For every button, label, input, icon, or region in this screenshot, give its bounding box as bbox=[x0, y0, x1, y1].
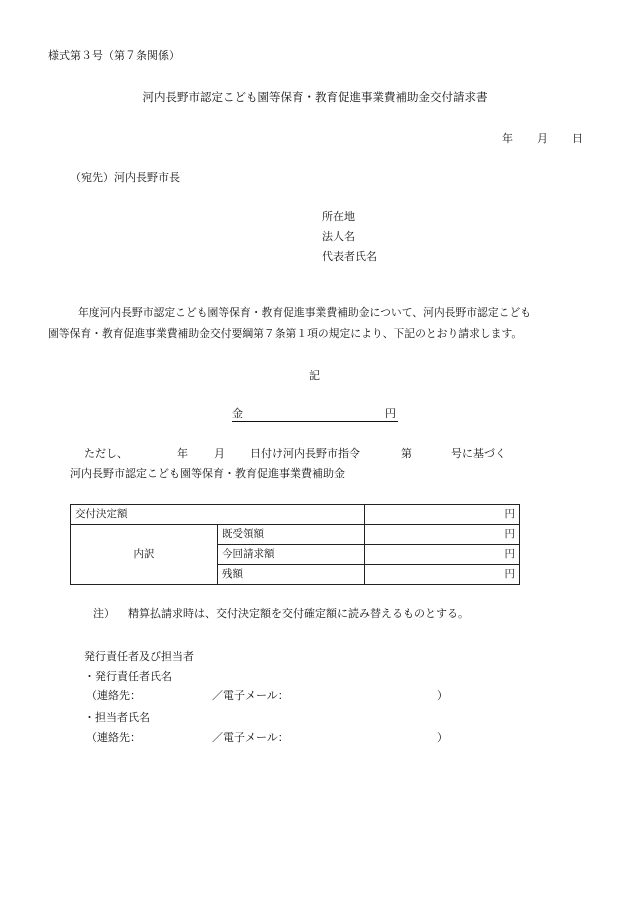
tadashi-month: 月 bbox=[214, 447, 225, 460]
breakdown-table bbox=[70, 504, 520, 585]
issuer-name-label: ・発行責任者氏名 bbox=[84, 670, 172, 683]
person-name-label: ・担当者氏名 bbox=[84, 711, 150, 724]
issuer-contact-close: ） bbox=[437, 689, 448, 702]
form-number: 様式第３号（第７条関係） bbox=[48, 49, 180, 62]
person-email-label: ／電子メール： bbox=[212, 731, 289, 744]
tadashi-year: 年 bbox=[177, 447, 188, 460]
addressee: （宛先）河内長野市長 bbox=[70, 171, 180, 184]
current-request-value: 円 bbox=[365, 545, 520, 565]
ki-heading: 記 bbox=[309, 369, 320, 382]
tadashi-line-2: 河内長野市認定こども園等保育・教育促進事業費補助金 bbox=[70, 467, 345, 480]
document-title: 河内長野市認定こども園等保育・教育促進事業費補助金交付請求書 bbox=[142, 90, 488, 104]
body-line-1: 年度河内長野市認定こども園等保育・教育促進事業費補助金について、河内長野市認定こども bbox=[78, 306, 532, 319]
decision-amount-label: 交付決定額 bbox=[71, 505, 365, 525]
received-amount-value: 円 bbox=[365, 525, 520, 545]
table-row bbox=[71, 505, 520, 525]
table-row bbox=[71, 525, 520, 545]
tadashi-dai: 第 bbox=[401, 447, 412, 460]
applicant-representative-label: 代表者氏名 bbox=[322, 250, 377, 263]
breakdown-label: 内訳 bbox=[71, 525, 218, 585]
body-line-2: 園等保育・教育促進事業費補助金交付要綱第７条第１項の規定により、下記のとおり請求します。 bbox=[48, 327, 523, 340]
remaining-amount-label: 残額 bbox=[218, 565, 365, 585]
person-contact-open: （連絡先： bbox=[86, 731, 141, 744]
applicant-corporation-label: 法人名 bbox=[322, 230, 355, 243]
issuer-email-label: ／電子メール： bbox=[212, 689, 289, 702]
tadashi-date-directive: 日付け河内長野市指令 bbox=[250, 447, 360, 460]
note-label: 注） bbox=[93, 607, 115, 620]
applicant-address-label: 所在地 bbox=[322, 210, 355, 223]
amount-yen: 円 bbox=[385, 407, 396, 420]
received-amount-label: 既受領額 bbox=[218, 525, 365, 545]
person-contact-close: ） bbox=[437, 731, 448, 744]
date-year: 年 bbox=[502, 132, 513, 145]
date-month: 月 bbox=[537, 132, 548, 145]
contacts-heading: 発行責任者及び担当者 bbox=[84, 650, 194, 663]
date-day: 日 bbox=[572, 132, 583, 145]
tadashi-go: 号に基づく bbox=[451, 447, 506, 460]
remaining-amount-value: 円 bbox=[365, 565, 520, 585]
current-request-label: 今回請求額 bbox=[218, 545, 365, 565]
decision-amount-value: 円 bbox=[365, 505, 520, 525]
note-text: 精算払請求時は、交付決定額を交付確定額に読み替えるものとする。 bbox=[128, 607, 469, 620]
tadashi-prefix: ただし、 bbox=[84, 447, 128, 460]
amount-kin: 金 bbox=[232, 407, 243, 420]
issuer-contact-open: （連絡先： bbox=[86, 689, 141, 702]
amount-line bbox=[232, 408, 398, 422]
